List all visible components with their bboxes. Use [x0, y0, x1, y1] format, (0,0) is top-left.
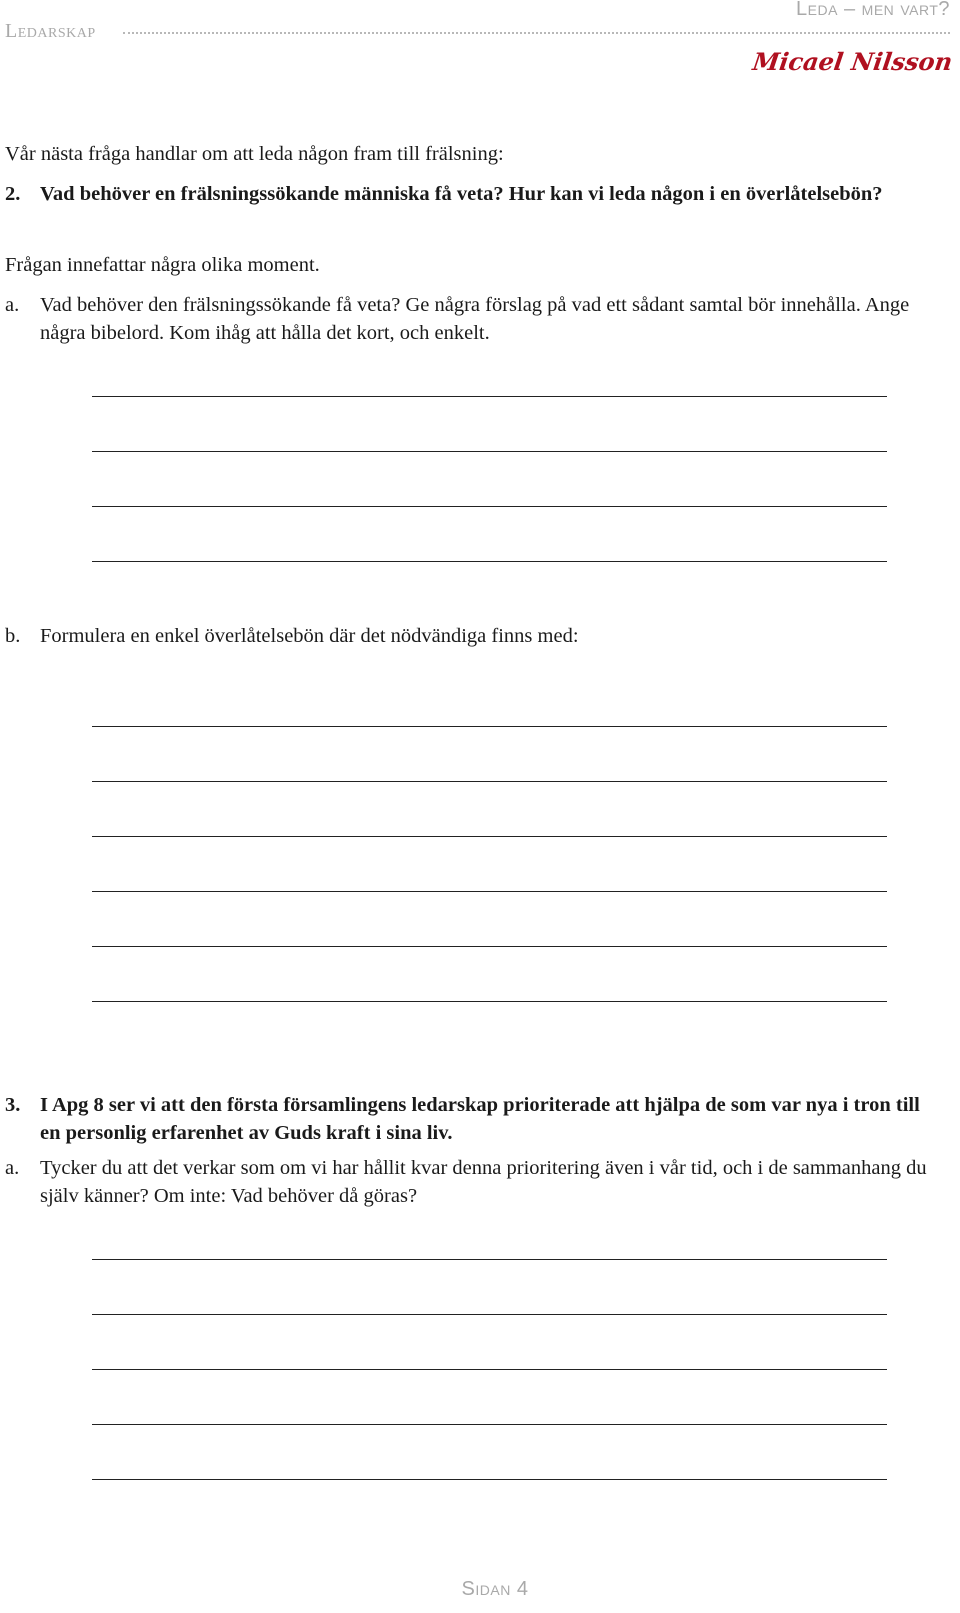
header-dotted-rule — [123, 32, 950, 34]
answer-line[interactable] — [92, 1259, 887, 1260]
question-2-text: Vad behöver en frälsningssökande människa få veta? Hur kan vi leda någon i en överlåtelsebön? — [40, 183, 883, 205]
answer-line[interactable] — [92, 1001, 887, 1002]
answer-line[interactable] — [92, 1314, 887, 1315]
answer-line[interactable] — [92, 836, 887, 837]
answer-line[interactable] — [92, 726, 887, 727]
question-2b-text: Formulera en enkel överlåtelsebön där det nödvändiga finns med: — [40, 625, 579, 647]
answer-line[interactable] — [92, 946, 887, 947]
answer-line[interactable] — [92, 396, 887, 397]
question-3a-label: a. — [5, 1157, 20, 1179]
question-3-text: I Apg 8 ser vi att den första församlingens ledarskap prioriterade att hjälpa de som var nya i tron till en personlig erfarenhet av Guds kraft i sina liv. — [40, 1094, 920, 1144]
answer-line[interactable] — [92, 781, 887, 782]
author-signature: Micael Nilsson — [750, 47, 955, 76]
answer-line[interactable] — [92, 1424, 887, 1425]
question-2a-label: a. — [5, 294, 20, 316]
question-3a-text: Tycker du att det verkar som om vi har hållit kvar denna prioritering även i vår tid, och i de sammanhang du själv känner? Om inte: Vad behöver då göras? — [40, 1157, 927, 1207]
question-2a-text: Vad behöver den frälsningssökande få veta? Ge några förslag på vad ett sådant samtal bör innehålla. Ange några bibelord. Kom ihåg att hålla det kort, och enkelt. — [40, 294, 910, 344]
intro-text: Vår nästa fråga handlar om att leda någon fram till frälsning: — [5, 143, 504, 165]
question-2-note: Frågan innefattar några olika moment. — [5, 254, 320, 276]
answer-line[interactable] — [92, 891, 887, 892]
running-header-title: Ledarskap — [5, 20, 96, 42]
answer-line[interactable] — [92, 561, 887, 562]
page-number: Sidan 4 — [461, 1578, 529, 1600]
answer-line[interactable] — [92, 1479, 887, 1480]
answer-line[interactable] — [92, 1369, 887, 1370]
question-2b-label: b. — [5, 625, 21, 647]
answer-line[interactable] — [92, 506, 887, 507]
question-3-number: 3. — [5, 1094, 21, 1116]
question-2-number: 2. — [5, 183, 21, 205]
answer-line[interactable] — [92, 451, 887, 452]
document-title: Leda – men vart? — [796, 0, 950, 20]
